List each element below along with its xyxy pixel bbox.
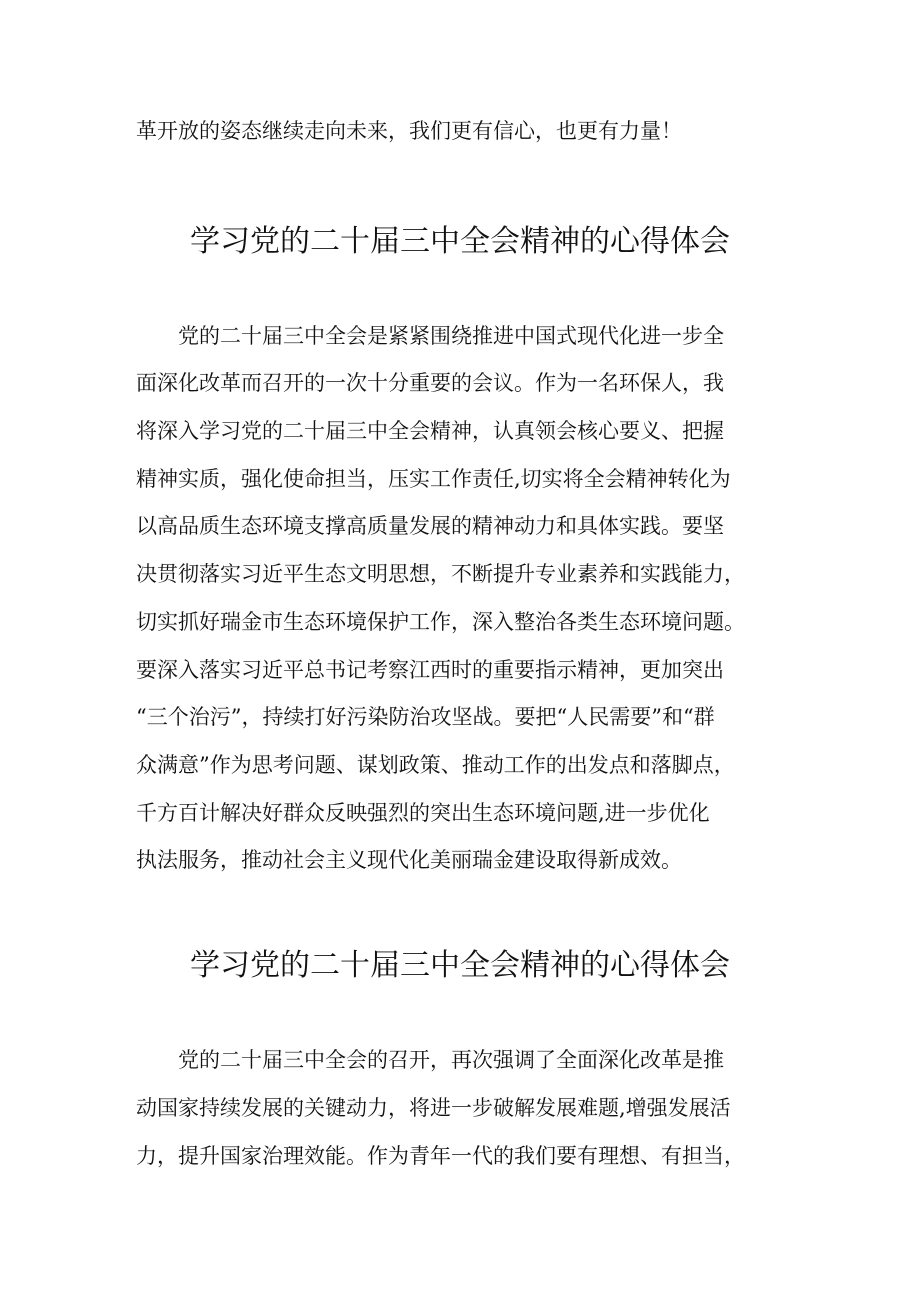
paragraph-line: 千方百计解决好群众反映强烈的突出生态环境问题,进一步优化 [136, 801, 710, 825]
paragraph-line: 面深化改革而召开的一次十分重要的会议。作为一名环保人，我 [136, 371, 724, 395]
paragraph-line: “三个治污”，持续打好污染防治攻坚战。要把“人民需要”和“群 [136, 705, 715, 729]
paragraph-line: 动国家持续发展的关键动力，将进一步破解发展难题,增强发展活 [136, 1096, 731, 1120]
paragraph-line: 切实抓好瑞金市生态环境保护工作，深入整治各类生态环境问题。 [136, 610, 745, 634]
paragraph-line: 党的二十届三中全会的召开，再次强调了全面深化改革是推 [178, 1048, 724, 1072]
paragraph-line: 党的二十届三中全会是紧紧围绕推进中国式现代化进一步全 [178, 324, 724, 348]
paragraph-line: 执法服务，推动社会主义现代化美丽瑞金建设取得新成效。 [136, 848, 682, 872]
paragraph-line: 精神实质，强化使命担当，压实工作责任,切实将全会精神转化为 [136, 467, 731, 491]
paragraph-line: 力，提升国家治理效能。作为青年一代的我们要有理想、有担当， [136, 1144, 745, 1168]
paragraph-line: 要深入落实习近平总书记考察江西时的重要指示精神，更加突出 [136, 658, 724, 682]
paragraph-line: 将深入学习党的二十届三中全会精神，认真领会核心要义、把握 [136, 419, 724, 443]
section-1-title: 学习党的二十届三中全会精神的心得体会 [190, 224, 730, 259]
paragraph-line: 决贯彻落实习近平生态文明思想，不断提升专业素养和实践能力， [136, 562, 745, 586]
section-2-title: 学习党的二十届三中全会精神的心得体会 [190, 948, 730, 983]
paragraph-line: 以高品质生态环境支撑高质量发展的精神动力和具体实践。要坚 [136, 514, 724, 538]
intro-line: 革开放的姿态继续走向未来，我们更有信心，也更有力量！ [136, 119, 682, 143]
paragraph-line: 众满意”作为思考问题、谋划政策、推动工作的出发点和落脚点， [136, 753, 735, 777]
